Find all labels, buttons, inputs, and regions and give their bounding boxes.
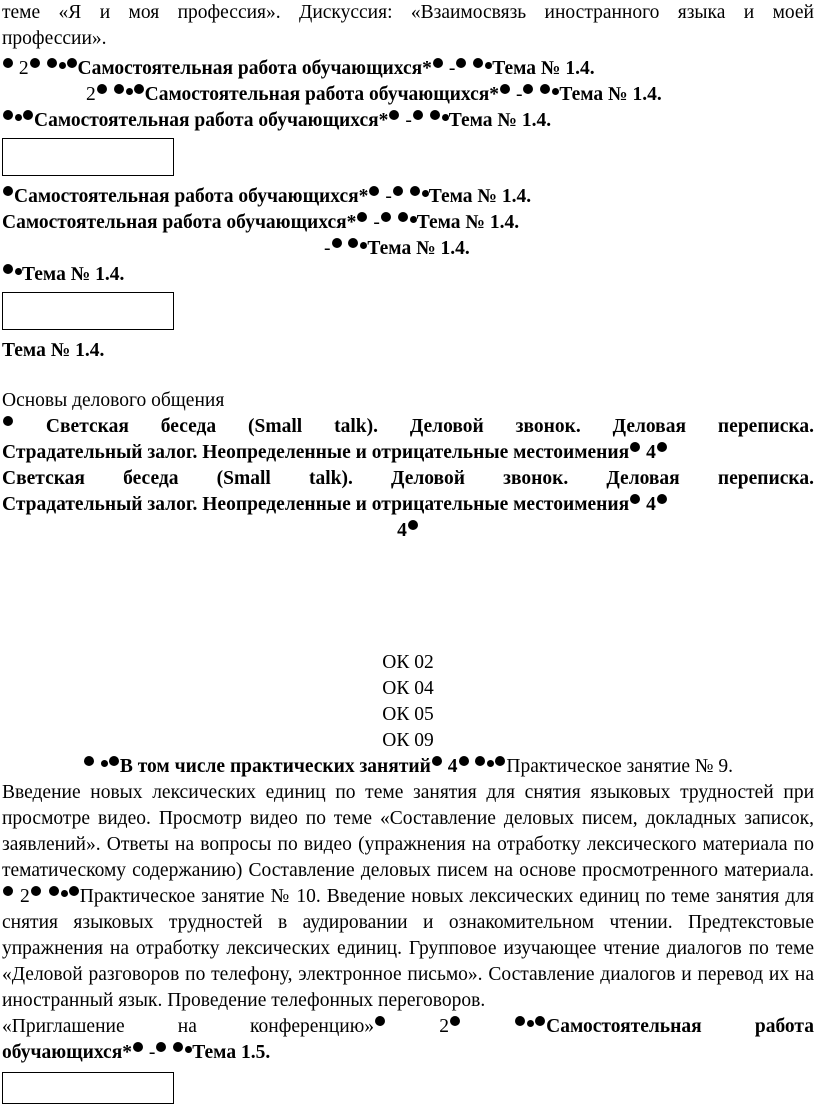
bullet-icon (487, 760, 494, 767)
bullet-icon (15, 268, 22, 275)
lesson-last-line (0, 1014, 814, 1040)
bullet-icon (410, 186, 420, 196)
bullet-icon (23, 110, 33, 120)
competency-ok-09: ОК 09 (382, 730, 434, 751)
sr-label: Самостоятельная работа обучающихся* (77, 58, 432, 79)
bullet-icon (3, 186, 13, 196)
text-line-2: профессии». (2, 28, 107, 49)
sr-line-7 (0, 262, 814, 288)
section-title: Основы делового общения (2, 390, 225, 411)
sr-label: Самостоятельная работа обучающихся* (144, 84, 500, 105)
sr-label: Самостоятельная работа обучающихся* (2, 212, 357, 233)
bullet-icon (527, 1020, 534, 1027)
topic-label: Тема № 1.4. (22, 264, 125, 285)
hours: 2 (18, 58, 29, 79)
lesson-title: Практическое занятие (79, 886, 265, 907)
bullet-icon (630, 494, 640, 504)
sr-line-4 (0, 184, 814, 210)
dash: - (373, 212, 380, 233)
hours: 4 (397, 520, 407, 541)
bullet-icon (156, 1042, 166, 1052)
topic-label: Тема № 1.4. (559, 84, 662, 105)
bullet-icon (31, 886, 41, 896)
topic-label: Тема № 1.4. (367, 238, 470, 259)
competency-ok-04: ОК 04 (382, 678, 434, 699)
topic-line-1 (0, 414, 814, 440)
bullet-icon (500, 84, 510, 94)
bullet-icon (410, 216, 417, 223)
topic-line-3: Светская беседа (Small talk). Деловой звонок. Деловая переписка. (2, 468, 814, 489)
topic-label: Тема 1.5. (192, 1042, 271, 1063)
hours-line (0, 518, 814, 544)
lesson-text: № 10. Введение новых лексических единиц по теме занятия для снятия языковых трудностей в аудировании и ознакомительном чтении. Предтекстовые упражнения на отработку лексических единиц. Групповое изучающее чтение диалогов по теме «Деловой разговоров по телефону, электронное письмо». Составление диалогов и перевод их на иностранный язык. Проведение телефонных переговоров. (2, 886, 815, 1011)
bullet-icon (47, 58, 57, 68)
dash: - (324, 238, 331, 259)
sr-line-1 (0, 56, 814, 82)
dash: - (385, 186, 392, 207)
bullet-icon (101, 760, 108, 767)
bullet-icon (495, 756, 505, 766)
hours: 4 (447, 756, 458, 777)
bullet-icon (61, 890, 68, 897)
topic-heading: Тема № 1.4. (2, 340, 105, 361)
bullet-icon (473, 58, 483, 68)
bullet-icon (357, 212, 367, 222)
sr-label: Самостоятельная (546, 1016, 702, 1037)
bullet-icon (535, 1016, 545, 1026)
sr-label: Самостоятельная работа обучающихся* (14, 186, 369, 207)
bullet-icon (442, 114, 449, 121)
bullet-icon (393, 186, 403, 196)
competency-ok-02: ОК 02 (382, 652, 434, 673)
bullet-icon (630, 442, 640, 452)
bullet-icon (97, 84, 107, 94)
hours: 2 (439, 1016, 449, 1037)
bullet-icon (30, 58, 40, 68)
bullet-icon (15, 114, 22, 121)
bullet-icon (3, 110, 13, 120)
bullet-icon (456, 58, 466, 68)
bullet-icon (515, 1016, 525, 1026)
sr-final-line (0, 1040, 814, 1066)
bullet-icon (348, 238, 358, 248)
dash: - (148, 1042, 156, 1063)
topic-label: Тема № 1.4. (448, 110, 552, 131)
topic-label: Тема № 1.4. (492, 58, 595, 79)
hours: 4 (646, 442, 656, 463)
bullet-icon (332, 238, 342, 248)
bullet-icon (430, 110, 440, 120)
empty-table-cell (2, 138, 174, 176)
text-line-1: теме «Я и моя профессия». Дискуссия: «Взаимосвязь иностранного языка и моей (2, 2, 814, 23)
bullet-icon (49, 886, 59, 896)
dash: - (515, 84, 523, 105)
competency-ok-05: ОК 05 (382, 704, 434, 725)
bullet-icon (381, 212, 391, 222)
topic-text: Светская беседа (Small talk). Деловой звонок. Деловая переписка. (45, 416, 815, 437)
sr-label: обучающихся* (2, 1042, 132, 1063)
bullet-icon (459, 756, 469, 766)
hours: 2 (86, 84, 96, 105)
lesson-text: Введение новых лексических единиц по теме занятия для снятия языковых трудностей при просмотре видео. Просмотр видео по теме «Составление деловых писем, докладных записок, заявлений». Ответы на вопросы по видео (упражнения на отработку лексического материала по тематическому содержанию) Составление деловых писем на основе просмотренного материала. (2, 782, 814, 881)
bullet-icon (173, 1042, 183, 1052)
bullet-icon (3, 886, 13, 896)
dash: - (448, 58, 456, 79)
bullet-icon (422, 190, 429, 197)
bullet-icon (133, 1042, 143, 1052)
bullet-icon (475, 756, 485, 766)
bullet-icon (3, 416, 13, 426)
bullet-icon (398, 212, 408, 222)
sr-line-5 (0, 210, 814, 236)
bullet-icon (69, 886, 79, 896)
topic-text: Страдательный залог. Неопределенные и отрицательные местоимения (2, 494, 630, 515)
bullet-icon (3, 264, 13, 274)
topic-text: Страдательный залог. Неопределенные и отрицательные местоимения (2, 442, 630, 463)
bullet-icon (67, 58, 77, 68)
bullet-icon (432, 756, 442, 766)
lesson-text: «Приглашение на конференцию» (2, 1016, 375, 1037)
bullet-icon (389, 110, 399, 120)
bullet-icon (657, 494, 667, 504)
sr-label: Самостоятельная работа обучающихся* (34, 110, 389, 131)
bullet-icon (413, 110, 423, 120)
bullet-icon (59, 62, 66, 69)
bullet-icon (134, 84, 144, 94)
hours: 4 (646, 494, 656, 515)
dash: - (405, 110, 412, 131)
sr-line-2 (0, 82, 814, 108)
bullet-icon (375, 1016, 385, 1026)
bullet-icon (114, 84, 124, 94)
empty-table-cell (2, 292, 174, 330)
bullet-icon (3, 58, 13, 68)
sr-line-6 (0, 236, 814, 262)
bullet-icon (540, 84, 550, 94)
sr-label: работа (754, 1016, 814, 1037)
bullet-icon (109, 756, 119, 766)
empty-table-cell (2, 1072, 174, 1104)
topic-label: Тема № 1.4. (428, 186, 532, 207)
topic-line-2 (0, 440, 814, 466)
lesson-title: Практическое занятие № 9. (506, 756, 734, 777)
bullet-icon (84, 756, 94, 766)
bullet-icon (433, 58, 443, 68)
practice-header (0, 754, 814, 780)
sr-line-3 (0, 108, 814, 134)
hours: 2 (20, 886, 30, 907)
bullet-icon (450, 1016, 460, 1026)
practice-label: В том числе практических занятий (119, 756, 431, 777)
bullet-icon (408, 520, 418, 530)
bullet-icon (126, 88, 133, 95)
bullet-icon (369, 186, 379, 196)
bullet-icon (523, 84, 533, 94)
topic-line-4 (0, 492, 814, 518)
spacer (0, 544, 816, 650)
topic-label: Тема № 1.4. (416, 212, 520, 233)
bullet-icon (657, 442, 667, 452)
lesson-body (0, 780, 814, 1014)
